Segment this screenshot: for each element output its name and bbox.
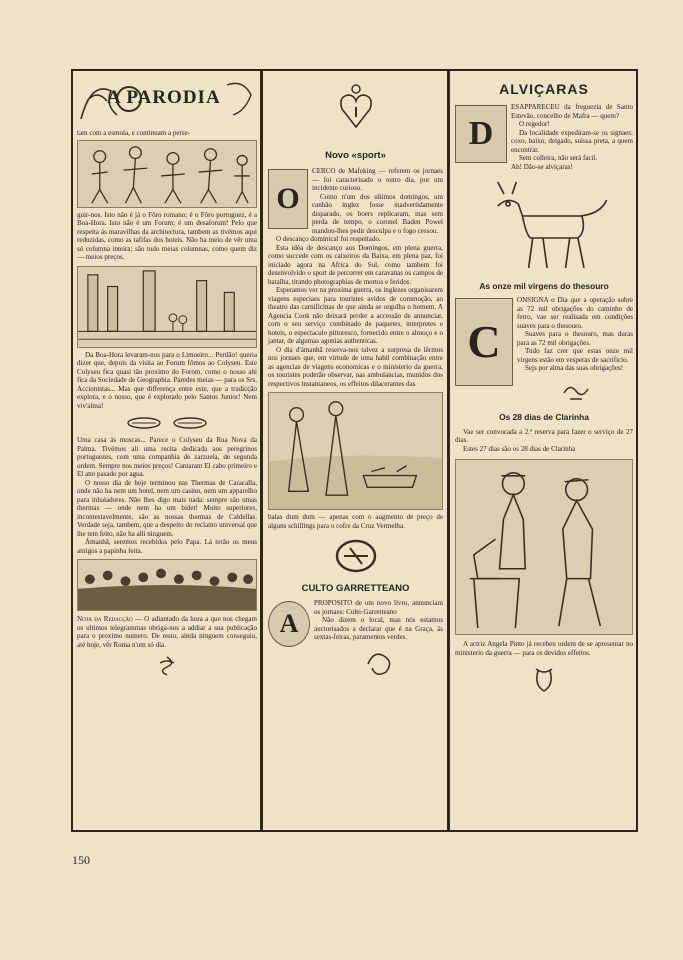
masthead bbox=[77, 71, 257, 129]
monogram-ornament bbox=[268, 538, 443, 579]
dropcap-a bbox=[268, 601, 310, 647]
article-title: CULTO GARRETTEANO bbox=[301, 583, 410, 594]
paragraph: Sejs por alma das suas obrigações! bbox=[525, 364, 624, 372]
tourists-illustration bbox=[268, 392, 443, 510]
ornament-icon bbox=[172, 416, 208, 430]
dropcap-d bbox=[455, 105, 507, 163]
dropcap-letter: A bbox=[279, 609, 299, 638]
column-alvicaras bbox=[451, 71, 636, 830]
column-parodia bbox=[73, 71, 260, 830]
column-rule bbox=[447, 69, 450, 832]
paragraph: PROPOSITO de um novo livro, annunciam os jornaes: Culto Garretteano bbox=[314, 599, 443, 616]
closing-ornament bbox=[268, 648, 443, 683]
paragraph: Vae ser convocada a 2.ª reserva para fazer o serviço de 27 dias. bbox=[455, 427, 633, 444]
paragraph: Da Boa-Hora levaram-nos para o Limoeiro... Perdão! queria dizer que, depois da visita ao Forum fômos ao Colyseu. Este Colyseu fica quasi tão proximo do Forom, como o nosso ahi fica da Sociedade de Geographia. Paredes meias — para os Srs. Accionistas... Mas que differença entre este, que a tradicção explora, e o nosso, que é explorado pelo Santos Junior! Nem viv'alma! bbox=[77, 350, 257, 410]
paragraph: O dia d'ámanhã reserva-nos talvez a surpresa de lêrmos nos jornaes que, em virtude de uma habil combinação entre as agencias de viagens economicas e o ministerio da guerra, os touristes poderão observar, nas ambulancias, munidos dos respectivos instantaneos, os effeitos dilacerantes das bbox=[268, 345, 443, 388]
article-title: Os 28 dias de Clarinha bbox=[499, 411, 589, 422]
procession-illustration bbox=[77, 140, 257, 208]
paragraph: Uma casa ás moscas... Parece o Colyseu da Rua Nova da Palma. Tivémos ali uma recita dedicada aos peregrinos portuguezes, com uma companhia de zarzuela, de segunda ordem. Sempre nos meios preços! Cantaram El cabo primeiro e El ano pasado por agua. bbox=[77, 436, 257, 478]
paragraph: O descanço dominical foi respeitado. bbox=[276, 235, 381, 243]
paragraph: ESAPPARECEU da freguezia de Santo Estevão, concelho de Mafra — quem? bbox=[511, 103, 633, 120]
divider-ornament bbox=[77, 413, 257, 433]
soldiers-icon bbox=[456, 460, 632, 634]
closing-ornament bbox=[77, 655, 257, 682]
paragraph: CERCO de Mafeking — referem os jornaes — foi caracterisado o outro dia, por um incidente curioso. bbox=[312, 167, 443, 192]
monogram-icon bbox=[334, 538, 378, 574]
article-title: ALVIÇARAS bbox=[499, 81, 589, 97]
paragraph: guir-nos. Isto não é já o Fôro romano; é o Fôro portuguez, é a Boa-Hora. Isto não é um Forum; é um desaforum! Pelo que respeita ás maravilhas da architectura, tambem as tivémos aqui reduzidas, como as tafifas dos hoteis. Não ha meio de vêr uma só columna inteira; são tudo meias columnas, como quem diz — meios preços. bbox=[77, 210, 257, 261]
goat-icon bbox=[467, 176, 621, 276]
intro-line: tam com a esmola, e continuam a perse- bbox=[77, 129, 191, 137]
closing-ornament bbox=[455, 665, 633, 700]
column-sport bbox=[264, 71, 447, 830]
paragraph: Da localidade expediram-se os signaes: coxo, baixo, delgado, suissa preta, a quem encontrar. bbox=[511, 128, 633, 154]
column-rule bbox=[260, 69, 263, 832]
paragraph: Como n'um dos ultimos domingos, um canhão inglez fosse inadvertidamente disparado, os boers replicaram, mas sem perda de tempo, o coronel Baden Powel mandou-lhes pedir desculpa e o fogo cessou. bbox=[312, 192, 443, 235]
page-number: 150 bbox=[72, 853, 90, 867]
paragraph: Não dizem o local, mas nós estamos auctorisados a declarar que é na Graça, ás sextas-feiras, paramentos verdes. bbox=[314, 616, 443, 641]
ruins-illustration bbox=[77, 266, 257, 348]
paragraph: O nosso dia de hoje terminou nas Thermas de Caracalla, onde não ha nem um hotel, nem um casino, nem um apparelho para inhaladores. Não lhes digo mais nada: sempre são umas thermas — onde nem ha um bidet! Muito superiores, incontestavelmente, são as nossas thermas de Caldellas. Verdade seja, tambem, que a despeito do reclamo universal que lhe tem feito, não ha alli ninguem. bbox=[77, 478, 257, 538]
heart-emblem-icon bbox=[338, 83, 374, 133]
paragraph: O regedor! bbox=[519, 120, 550, 128]
paragraph: ONSIGNA o Dia que a operação sobre as 72 mil obrigações do caminho de ferro, vae ser realisada em condições suaves para o thesouro. bbox=[517, 296, 633, 330]
dropcap-c bbox=[455, 298, 513, 386]
goat-illustration bbox=[467, 176, 621, 276]
paragraph: Esperamos ver na proxima guerra, os inglezes organisarem viagens especiaes para touristes avidos de commoção, ao theatro das carnificinas de que ainda se orgulha o homem. A Agencia Cook não deixará perder a accessão de annunciar, com o seu serviço combinado de paquetes, interpretes e hoteis, o espectaculo pittoresco, fornecido entre o almoço e o jantar, de algumas agonias authenticas. bbox=[268, 286, 443, 345]
flourish-icon bbox=[560, 381, 590, 403]
nota-label: Nota da Redacção bbox=[77, 615, 133, 623]
soldiers-illustration bbox=[455, 459, 633, 635]
crowd-illustration bbox=[77, 559, 257, 611]
paragraph: Sem colleira, não será facil. bbox=[519, 154, 598, 162]
paragraph: Esta idêa de descanço aos Domingos, em plena guerra, como succede com os caixeiros da Baixa, em plena paz, foi iniciado agora na Africa do Sul, como tambem foi desenvolvido o sport de percorrer em caravanas os campos de batalha, tirando photographias de mortos e feridos. bbox=[268, 243, 443, 286]
article-title: Novo «sport» bbox=[325, 150, 386, 161]
dropcap-letter: C bbox=[467, 316, 501, 367]
article-title: As onze mil virgens do thesouro bbox=[479, 281, 609, 291]
crowd-icon bbox=[78, 141, 256, 207]
flourish-icon bbox=[362, 648, 396, 678]
paragraph: Ámanhã, seremos recebidos pelo Papa. Lá terão os meus amigos a papinha feita. bbox=[77, 538, 257, 555]
dropcap-letter: O bbox=[276, 182, 300, 215]
dropcap-letter: D bbox=[468, 115, 494, 152]
heart-ornament bbox=[268, 83, 443, 138]
crowd-icon bbox=[78, 560, 256, 610]
dropcap-o bbox=[268, 169, 308, 229]
paragraph: balas dum dum — apenas com o augmento de preço de alguns schillings para o cofre da Cruz Vermelha. bbox=[268, 513, 443, 530]
columns-icon bbox=[78, 267, 256, 347]
flourish-icon bbox=[156, 655, 178, 677]
paragraph: Ah! Dão-se alviçaras! bbox=[511, 162, 573, 171]
paragraph: Suaves para o thesouro, mas duras para as 72 mil obrigações. bbox=[517, 330, 633, 347]
ornament-icon bbox=[126, 416, 162, 430]
vase-icon bbox=[530, 665, 558, 695]
paragraph: Tudo faz crer que estas onze mil virgens estão em vesperas de sacrificio. bbox=[517, 347, 633, 364]
tourists-icon bbox=[269, 393, 442, 509]
paragraph: Estes 27 dias são os 28 dias de Clarinha bbox=[463, 444, 576, 453]
masthead-title: A PARODIA bbox=[107, 87, 221, 108]
nota-text: — O adiantado da hora a que nos chegam os ultimos telegrammas obriga-nos a addiar a sua publicação para o proximo numero. De resto, ainda ninguem conseguiu, até hoje, vêr Roma n'um só dia. bbox=[77, 615, 257, 649]
paragraph: A actriz Angela Pinto já recebeu ordem de se apresentar no ministerio da guerra — para os devidos effeitos. bbox=[455, 640, 633, 657]
